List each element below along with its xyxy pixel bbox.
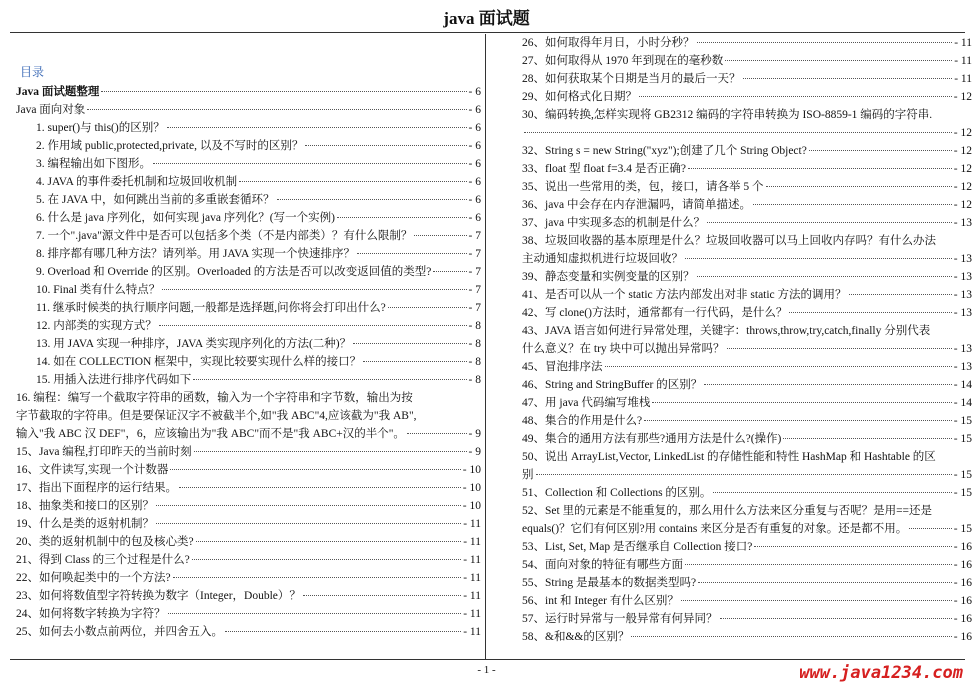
toc-entry[interactable] — [16, 317, 481, 335]
toc-entry[interactable] — [16, 299, 481, 317]
dot-leader — [225, 631, 461, 632]
dot-leader — [631, 636, 951, 637]
toc-page-number: - 7 — [468, 284, 481, 296]
toc-entry-text: 输入"我 ABC 汉 DEF"，6，应该输出为"我 ABC"而不是"我 ABC+汉的半个"。 — [16, 428, 405, 440]
toc-entry[interactable] — [16, 533, 481, 551]
toc-entry[interactable] — [522, 232, 972, 268]
dot-leader — [433, 271, 466, 272]
dot-leader — [357, 253, 466, 254]
toc-entry[interactable] — [522, 628, 972, 646]
dot-leader — [697, 42, 953, 43]
toc-page-number: - 15 — [953, 469, 972, 481]
dot-leader — [407, 433, 467, 434]
toc-page-number: - 13 — [953, 307, 972, 319]
toc-entry[interactable] — [522, 214, 972, 232]
toc-entry-text: 55、String 是最基本的数据类型吗? — [522, 577, 697, 589]
toc-entry[interactable] — [522, 610, 972, 628]
dot-leader — [909, 528, 952, 529]
toc-entry-text: 22、如何唤起类中的一个方法? — [16, 572, 171, 584]
toc-entry-text: 17、指出下面程序的运行结果。 — [16, 482, 177, 494]
toc-entry[interactable] — [16, 569, 481, 587]
toc-entry[interactable] — [16, 551, 481, 569]
toc-entry[interactable] — [522, 304, 972, 322]
toc-entry[interactable] — [522, 70, 972, 88]
dot-leader — [681, 600, 952, 601]
toc-entry-text: 5. 在 JAVA 中，如何跳出当前的多重嵌套循环？ — [36, 194, 275, 206]
toc-entry-text: 48、集合的作用是什么? — [522, 415, 643, 427]
toc-entry[interactable] — [16, 605, 481, 623]
toc-page-number: - 13 — [953, 361, 972, 373]
toc-page-number: - 13 — [953, 289, 972, 301]
toc-entry[interactable] — [522, 52, 972, 70]
dot-leader — [652, 402, 951, 403]
dot-leader — [159, 325, 467, 326]
dot-leader — [698, 582, 952, 583]
page-title: java 面试题 — [443, 9, 530, 28]
toc-page-number: - 13 — [953, 253, 972, 265]
toc-entry[interactable] — [16, 281, 481, 299]
toc-page-number: - 13 — [953, 343, 972, 355]
toc-page-number: - 10 — [462, 464, 481, 476]
toc-entry[interactable] — [16, 335, 481, 353]
toc-entry[interactable] — [16, 83, 481, 101]
toc-page-number: - 11 — [954, 73, 972, 85]
toc-page-number: - 12 — [953, 127, 972, 139]
dot-leader — [697, 276, 952, 277]
toc-page-number: - 8 — [468, 374, 481, 386]
toc-page-number: - 16 — [953, 541, 972, 553]
toc-entry-text: 14. 如在 COLLECTION 框架中，实现比较要实现什么样的接口？ — [36, 356, 362, 368]
toc-entry-text: 4. JAVA 的事件委托机制和垃圾回收机制 — [36, 176, 238, 188]
toc-entry[interactable] — [16, 623, 481, 641]
dot-leader — [644, 420, 952, 421]
dot-leader — [414, 235, 466, 236]
toc-left-column — [16, 83, 481, 641]
toc-entry[interactable] — [522, 88, 972, 106]
toc-page-number: - 7 — [468, 230, 481, 242]
toc-entry[interactable] — [16, 173, 481, 191]
toc-entry-text: 45、冒泡排序法 — [522, 361, 603, 373]
toc-entry-text: 1. super()与 this()的区别？ — [36, 122, 165, 134]
dot-leader — [639, 96, 952, 97]
toc-page-number: - 6 — [468, 212, 481, 224]
toc-page-number: - 8 — [468, 356, 481, 368]
toc-entry[interactable] — [522, 556, 972, 574]
dot-leader — [353, 343, 466, 344]
dot-leader — [101, 91, 466, 92]
toc-entry-text: 6. 什么是 java 序列化，如何实现 java 序列化？(写一个实例) — [36, 212, 335, 224]
toc-right-column — [522, 34, 972, 646]
column-divider — [485, 34, 486, 659]
toc-page-number: - 16 — [953, 613, 972, 625]
toc-page-number: - 13 — [953, 271, 972, 283]
toc-page-number: - 6 — [468, 158, 481, 170]
dot-leader — [193, 379, 466, 380]
dot-leader — [688, 168, 952, 169]
dot-leader — [766, 186, 952, 187]
toc-entry-text: 9. Overload 和 Override 的区别。Overloaded 的方法是否可以改变返回值的类型? — [36, 266, 432, 278]
toc-entry-text: 50、说出 ArrayList,Vector, LinkedList 的存储性能和特性 HashMap 和 Hashtable 的区 — [522, 451, 936, 463]
toc-entry[interactable] — [522, 358, 972, 376]
toc-entry[interactable] — [16, 227, 481, 245]
toc-page-number: - 11 — [463, 554, 481, 566]
dot-leader — [388, 307, 467, 308]
toc-entry[interactable] — [522, 322, 972, 358]
toc-entry-text: 52、Set 里的元素是不能重复的，那么用什么方法来区分重复与否呢？是用==还是 — [522, 505, 933, 517]
toc-page-number: - 15 — [953, 433, 972, 445]
toc-page-number: - 7 — [468, 248, 481, 260]
dot-leader — [239, 181, 466, 182]
dot-leader — [754, 546, 951, 547]
toc-entry-text: 11. 继承时候类的执行顺序问题,一般都是选择题,问你将会打印出什么? — [36, 302, 386, 314]
toc-entry-text: 25、如何去小数点前两位，并四舍五入。 — [16, 626, 223, 638]
toc-entry-text: 41、是否可以从一个 static 方法内部发出对非 static 方法的调用？ — [522, 289, 847, 301]
toc-entry[interactable] — [522, 178, 972, 196]
toc-page-number: - 7 — [468, 266, 481, 278]
toc-entry-text: 23、如何将数值型字符转换为数字（Integer，Double）？ — [16, 590, 301, 602]
toc-entry-text: 29、如何格式化日期？ — [522, 91, 637, 103]
toc-page-number: - 6 — [468, 86, 481, 98]
dot-leader — [727, 348, 952, 349]
toc-entry-text: 19、什么是类的返射机制？ — [16, 518, 154, 530]
toc-entry[interactable] — [522, 448, 972, 484]
toc-entry-text: 35、说出一些常用的类，包，接口，请各举 5 个 — [522, 181, 764, 193]
dot-leader — [194, 451, 467, 452]
dot-leader — [713, 492, 951, 493]
toc-page-number: - 15 — [953, 415, 972, 427]
toc-entry-text: 16. 编程：编写一个截取字符串的函数，输入为一个字符串和字节数，输出为按 — [16, 392, 413, 404]
toc-page-number: - 14 — [953, 379, 972, 391]
toc-page-number: - 10 — [462, 500, 481, 512]
dot-leader — [192, 559, 461, 560]
toc-entry[interactable] — [522, 376, 972, 394]
dot-leader — [156, 523, 461, 524]
dot-leader — [685, 258, 952, 259]
toc-entry[interactable] — [16, 479, 481, 497]
toc-entry-text: 28、如何获取某个日期是当月的最后一天？ — [522, 73, 741, 85]
toc-entry[interactable] — [16, 587, 481, 605]
toc-page-number: - 10 — [462, 482, 481, 494]
watermark: www.java1234.com — [799, 663, 963, 683]
toc-page-number: - 12 — [953, 199, 972, 211]
toc-page-number: - 15 — [953, 487, 972, 499]
dot-leader — [277, 199, 467, 200]
toc-page-number: - 9 — [468, 446, 481, 458]
toc-entry[interactable] — [522, 268, 972, 286]
page-number: - 1 - — [477, 664, 496, 676]
dot-leader — [363, 361, 466, 362]
toc-entry-text: 27、如何取得从 1970 年到现在的毫秒数 — [522, 55, 724, 67]
dot-leader — [303, 595, 461, 596]
toc-page-number: - 7 — [468, 302, 481, 314]
toc-entry-text: 15. 用插入法进行排序代码如下 — [36, 374, 192, 386]
toc-entry[interactable] — [522, 484, 972, 502]
toc-entry-text: 21、得到 Class 的三个过程是什么? — [16, 554, 190, 566]
toc-entry[interactable] — [522, 196, 972, 214]
toc-entry[interactable] — [16, 443, 481, 461]
dot-leader — [196, 541, 462, 542]
toc-page-number: - 8 — [468, 320, 481, 332]
toc-page-number: - 15 — [953, 523, 972, 535]
dot-leader — [168, 613, 462, 614]
dot-leader — [704, 384, 952, 385]
toc-entry-text: 什么意义？在 try 块中可以抛出异常吗？ — [522, 343, 725, 355]
dot-leader — [753, 204, 952, 205]
toc-entry[interactable] — [522, 412, 972, 430]
toc-entry[interactable] — [16, 353, 481, 371]
toc-entry[interactable] — [16, 389, 481, 443]
toc-entry[interactable] — [522, 592, 972, 610]
toc-entry-text: 46、String and StringBuffer 的区别？ — [522, 379, 703, 391]
toc-page-number: - 12 — [953, 91, 972, 103]
toc-entry[interactable] — [16, 137, 481, 155]
toc-page-number: - 6 — [468, 122, 481, 134]
header-rule — [10, 32, 965, 33]
toc-page-number: - 9 — [468, 428, 481, 440]
toc-entry[interactable] — [522, 430, 972, 448]
dot-leader — [167, 127, 467, 128]
dot-leader — [720, 618, 952, 619]
dot-leader — [156, 505, 461, 506]
toc-entry[interactable] — [522, 106, 972, 142]
toc-entry[interactable] — [16, 209, 481, 227]
toc-entry-text: 26、如何取得年月日，小时分秒？ — [522, 37, 695, 49]
toc-entry-text: 20、类的返射机制中的包及核心类? — [16, 536, 194, 548]
toc-page-number: - 12 — [953, 163, 972, 175]
toc-entry[interactable] — [522, 286, 972, 304]
toc-entry-text: 32、String s = new String("xyz");创建了几个 String Object? — [522, 145, 807, 157]
toc-page-number: - 16 — [953, 559, 972, 571]
toc-entry-text: 18、抽象类和接口的区别？ — [16, 500, 154, 512]
dot-leader — [170, 469, 460, 470]
toc-page-number: - 8 — [468, 338, 481, 350]
toc-page-number: - 16 — [953, 631, 972, 643]
toc-page-number: - 12 — [953, 145, 972, 157]
dot-leader — [725, 60, 952, 61]
toc-page-number: - 12 — [953, 181, 972, 193]
toc-entry-text: 42、写 clone()方法时，通常都有一行代码，是什么？ — [522, 307, 788, 319]
toc-entry-text: 10. Final 类有什么特点？ — [36, 284, 161, 296]
toc-entry[interactable] — [522, 574, 972, 592]
toc-entry[interactable] — [522, 538, 972, 556]
toc-entry-text: 15、Java 编程,打印昨天的当前时刻 — [16, 446, 192, 458]
toc-entry-text: 56、int 和 Integer 有什么区别？ — [522, 595, 679, 607]
toc-entry-text: 主动通知虚拟机进行垃圾回收？ — [522, 253, 683, 265]
toc-entry-text: 47、用 java 代码编写堆栈 — [522, 397, 651, 409]
toc-entry-text: Java 面向对象 — [16, 104, 86, 116]
toc-entry[interactable] — [16, 515, 481, 533]
toc-entry-text: 别 — [522, 469, 534, 481]
toc-page-number: - 11 — [463, 590, 481, 602]
dot-leader — [173, 577, 462, 578]
toc-entry-text: 57、运行时异常与一般异常有何异同？ — [522, 613, 718, 625]
toc-entry[interactable] — [16, 191, 481, 209]
toc-entry[interactable] — [522, 502, 972, 538]
toc-page-number: - 11 — [954, 55, 972, 67]
toc-entry-text: 58、&和&&的区别？ — [522, 631, 630, 643]
toc-entry-text: 8. 排序都有哪几种方法？请列举。用 JAVA 实现一个快速排序？ — [36, 248, 356, 260]
toc-page-number: - 13 — [953, 217, 972, 229]
dot-leader — [685, 564, 952, 565]
toc-entry[interactable] — [522, 160, 972, 178]
dot-leader — [789, 312, 951, 313]
toc-entry[interactable] — [522, 394, 972, 412]
toc-entry-text: 43、JAVA 语言如何进行异常处理，关键字：throws,throw,try,catch,finally 分别代表 — [522, 325, 931, 337]
dot-leader — [849, 294, 952, 295]
toc-entry[interactable] — [522, 34, 972, 52]
toc-entry[interactable] — [16, 101, 481, 119]
dot-leader — [162, 289, 466, 290]
toc-entry[interactable] — [16, 263, 481, 281]
toc-entry-text: 33、float 型 float f=3.4 是否正确? — [522, 163, 686, 175]
toc-page-number: - 16 — [953, 577, 972, 589]
dot-leader — [809, 150, 952, 151]
toc-entry[interactable] — [16, 497, 481, 515]
toc-page-number: - 11 — [463, 536, 481, 548]
toc-entry-text: 2. 作用域 public,protected,private, 以及不写时的区别？ — [36, 140, 304, 152]
toc-entry-text: 3. 编程输出如下图形。 — [36, 158, 151, 170]
footer-rule — [10, 659, 965, 660]
dot-leader — [783, 438, 951, 439]
toc-page-number: - 14 — [953, 397, 972, 409]
toc-entry-text: 30、编码转换,怎样实现将 GB2312 编码的字符串转换为 ISO-8859-1 编码的字符串. — [522, 109, 933, 121]
toc-entry-text: 16、文件读写,实现一个计数器 — [16, 464, 169, 476]
toc-entry-text: 24、如何将数字转换为字符？ — [16, 608, 166, 620]
toc-entry-text: 字节截取的字符串。但是要保证汉字不被截半个,如"我 ABC"4,应该截为"我 AB", — [16, 410, 417, 422]
toc-page-number: - 11 — [954, 37, 972, 49]
toc-entry[interactable] — [16, 155, 481, 173]
dot-leader — [536, 474, 952, 475]
toc-entry-text: equals()？它们有何区别?用 contains 来区分是否有重复的对象。还是都不用。 — [522, 523, 908, 535]
toc-page-number: - 11 — [463, 626, 481, 638]
toc-page-number: - 6 — [468, 194, 481, 206]
toc-entry-text: 39、静态变量和实例变量的区别？ — [522, 271, 695, 283]
dot-leader — [605, 366, 952, 367]
toc-entry-text: 36、java 中会存在内存泄漏吗，请简单描述。 — [522, 199, 752, 211]
toc-page-number: - 16 — [953, 595, 972, 607]
toc-entry-text: 12. 内部类的实现方式？ — [36, 320, 157, 332]
toc-entry[interactable] — [16, 119, 481, 137]
toc-entry-text: 7. 一个".java"源文件中是否可以包括多个类（不是内部类）？有什么限制？ — [36, 230, 413, 242]
toc-page-number: - 6 — [468, 104, 481, 116]
dot-leader — [337, 217, 467, 218]
toc-entry[interactable] — [522, 142, 972, 160]
toc-entry-text: 37、java 中实现多态的机制是什么？ — [522, 217, 706, 229]
dot-leader — [743, 78, 953, 79]
toc-entry[interactable] — [16, 371, 481, 389]
toc-entry-text: 53、List, Set, Map 是否继承自 Collection 接口? — [522, 541, 753, 553]
dot-leader — [524, 132, 952, 133]
dot-leader — [707, 222, 952, 223]
dot-leader — [153, 163, 467, 164]
toc-page-number: - 6 — [468, 176, 481, 188]
toc-page-number: - 11 — [463, 608, 481, 620]
toc-entry-text: 49、集合的通用方法有那些?通用方法是什么?(操作) — [522, 433, 782, 445]
toc-entry-text: Java 面试题整理 — [16, 86, 100, 98]
toc-entry[interactable] — [16, 461, 481, 479]
dot-leader — [87, 109, 466, 110]
toc-page-number: - 11 — [463, 572, 481, 584]
toc-heading: 目录 — [20, 65, 45, 79]
dot-leader — [305, 145, 466, 146]
toc-entry-text: 13. 用 JAVA 实现一种排序，JAVA 类实现序列化的方法(二种)？ — [36, 338, 352, 350]
toc-entry-text: 54、面向对象的特征有哪些方面 — [522, 559, 683, 571]
toc-page-number: - 6 — [468, 140, 481, 152]
toc-entry-text: 38、垃圾回收器的基本原理是什么？垃圾回收器可以马上回收内存吗？有什么办法 — [522, 235, 936, 247]
toc-page-number: - 11 — [463, 518, 481, 530]
toc-entry[interactable] — [16, 245, 481, 263]
dot-leader — [179, 487, 461, 488]
toc-entry-text: 51、Collection 和 Collections 的区别。 — [522, 487, 712, 499]
